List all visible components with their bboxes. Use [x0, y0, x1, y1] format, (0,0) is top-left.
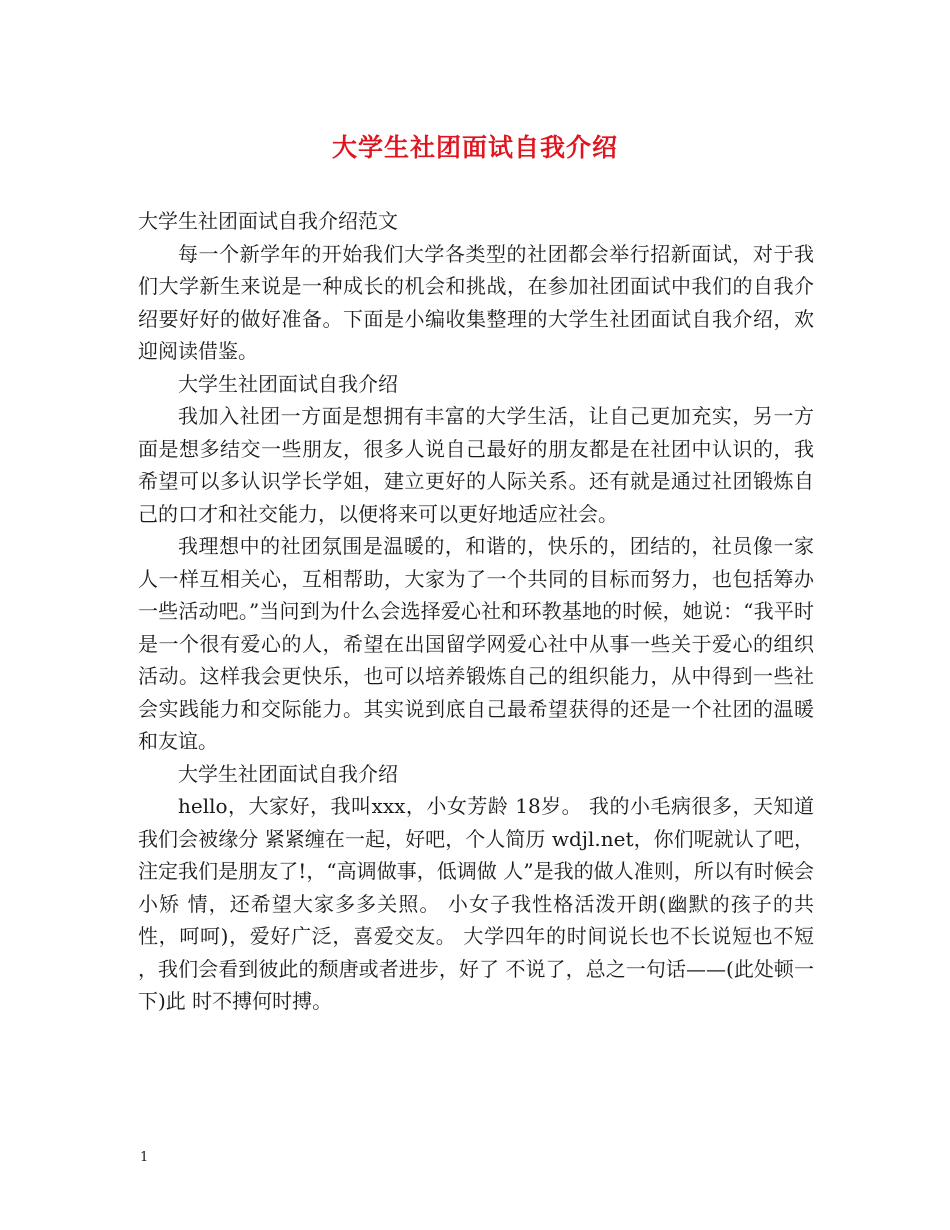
section-heading: 大学生社团面试自我介绍 — [178, 371, 398, 396]
intro-paragraph: 每一个新学年的开始我们大学各类型的社团都会举行招新面试，对于我们大学新生来说是一种成长的机会和挑战，在参加社团面试中我们的自我介绍要好好的做好准备。下面是小编收集整理的大学生社团面试自我介绍，欢迎阅读借鉴。 — [138, 241, 814, 363]
body-paragraph: 我理想中的社团氛围是温暖的，和谐的，快乐的，团结的，社员像一家人一样互相关心，互相帮助，大家为了一个共同的目标而努力，也包括筹办一些活动吧。”当问到为什么会选择爱心社和环教基地的时候，她说：“我平时是一个很有爱心的人，希望在出国留学网爱心社中从事一些关于爱心的组织活动。这样我会更快乐，也可以培养锻炼自己的组织能力，从中得到一些社会实践能力和交际能力。其实说到底自己最希望获得的还是一个社团的温暖和友谊。 — [138, 534, 814, 753]
section-heading: 大学生社团面试自我介绍 — [178, 761, 398, 786]
subtitle-paragraph: 大学生社团面试自我介绍范文 — [138, 209, 398, 233]
document-title: 大学生社团面试自我介绍 — [331, 133, 618, 162]
page-number: 1 — [140, 1150, 149, 1165]
document-body — [138, 205, 814, 1018]
body-paragraph: 我加入社团一方面是想拥有丰富的大学生活，让自己更加充实，另一方面是想多结交一些朋友，很多人说自己最好的朋友都是在社团中认识的，我希望可以多认识学长学姐，建立更好的人际关系。还有就是通过社团锻炼自己的口才和社交能力，以便将来可以更好地适应社会。 — [138, 404, 814, 526]
body-paragraph: hello，大家好，我叫xxx，小女芳龄 18岁。 我的小毛病很多，天知道我们会被缘分 紧紧缠在一起，好吧，个人简历 wdjl.net，你们呢就认了吧， 注定我们是朋友了!，“高调做事，低调做 人”是我的做人准则，所以有时候会小矫 情，还希望大家多多关照。 小女子我性格活泼开朗(幽默的孩子的共 性，呵呵)，爱好广泛，喜爱交友。 大学四年的时间说长也不长说短也不短 ，我们会看到彼此的颓唐或者进步，好了 不说了，总之一句话——(此处顿一下)此 时不搏何时搏。 — [138, 794, 814, 1013]
